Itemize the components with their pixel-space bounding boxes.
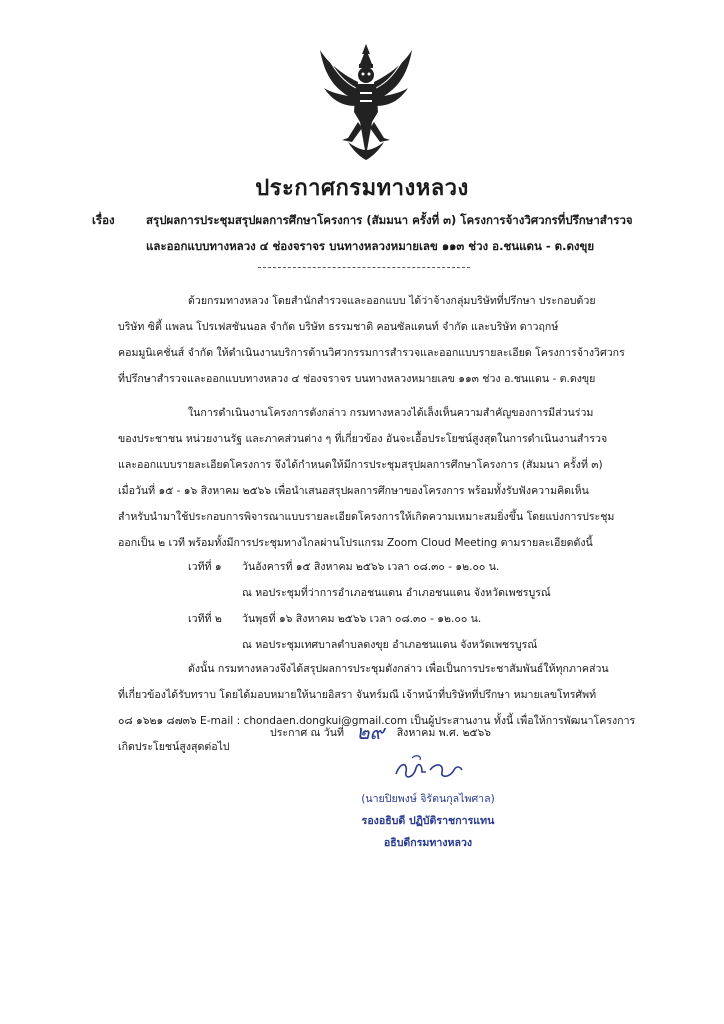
subject-line-2: และออกแบบทางหลวง ๔ ช่องจราจร บนทางหลวงหมายเลข ๑๑๓ ช่วง อ.ชนแดน - ต.ดงขุย <box>146 239 595 253</box>
signer-title-2: อธิบดีกรมทางหลวง <box>383 837 473 849</box>
paragraph-3-line: ๐๘ ๑๖๒๑ ๘๗๓๖ E-mail : chondaen.dongkui@gmail.com เป็นผู้ประสานงาน ทั้งนี้ เพื่อให้การพัฒนาโครงการ <box>118 715 636 727</box>
stage-1-when: วันอังคารที่ ๑๕ สิงหาคม ๒๕๖๖ เวลา ๐๘.๓๐ - ๑๒.๐๐ น. <box>242 561 500 573</box>
announcement-date <box>270 716 491 748</box>
signature-icon <box>392 752 466 786</box>
stage-1-label: เวทีที่ ๑ <box>188 561 222 573</box>
stage-2-label: เวทีที่ ๒ <box>188 613 222 625</box>
handwritten-day: ๒๙ <box>356 720 385 744</box>
stage-2-where: ณ หอประชุมเทศบาลตำบลดงขุย อำเภอชนแดน จังหวัดเพชรบูรณ์ <box>242 639 538 651</box>
paragraph-2-line: ของประชาชน หน่วยงานรัฐ และภาคส่วนต่าง ๆ ที่เกี่ยวข้อง อันจะเอื้อประโยชน์สูงสุดในการดำเนินงานสำรวจ <box>118 433 608 445</box>
announce-prefix: ประกาศ ณ วันที่ <box>270 727 344 739</box>
paragraph-1-line: ที่ปรึกษาสำรวจและออกแบบทางหลวง ๔ ช่องจราจร บนทางหลวงหมายเลข ๑๑๓ ช่วง อ.ชนแดน - ต.ดงขุย <box>118 373 596 385</box>
paragraph-3-line: ที่เกี่ยวข้องได้รับทราบ โดยได้มอบหมายให้นายอิสรา จันทร์มณี เจ้าหน้าที่บริษัทที่ปรึกษา หมายเลขโทรศัพท์ <box>118 689 597 701</box>
subject-label: เรื่อง <box>92 213 115 227</box>
paragraph-1-line: คอมมูนิเคชั่นส์ จำกัด ให้ดำเนินงานบริการด้านวิศวกรรมการสำรวจและออกแบบรายละเอียด โครงการจ้างวิศวกร <box>118 347 625 359</box>
garuda-emblem-icon <box>318 42 414 162</box>
paragraph-2-line: ออกเป็น ๒ เวที พร้อมทั้งมีการประชุมทางไกลผ่านโปรแกรม Zoom Cloud Meeting ตามรายละเอียดดังนี้ <box>118 537 593 549</box>
paragraph-3-line: เกิดประโยชน์สูงสุดต่อไป <box>118 741 230 753</box>
signer-name: (นายปิยพงษ์ จิรัตนกุลไพศาล) <box>361 793 495 805</box>
stage-1-where: ณ หอประชุมที่ว่าการอำเภอชนแดน อำเภอชนแดน จังหวัดเพชรบูรณ์ <box>242 587 551 599</box>
paragraph-2-line: ในการดำเนินงานโครงการดังกล่าว กรมทางหลวงได้เล็งเห็นความสำคัญของการมีส่วนร่วม <box>188 407 594 419</box>
paragraph-2-line: สำหรับนำมาใช้ประกอบการพิจารณาแบบรายละเอียดโครงการให้เกิดความเหมาะสมยิ่งขึ้น โดยแบ่งการประชุม <box>118 511 615 523</box>
paragraph-2-line: เมื่อวันที่ ๑๕ - ๑๖ สิงหาคม ๒๕๖๖ เพื่อนำเสนอสรุปผลการศึกษาของโครงการ พร้อมทั้งรับฟังความคิดเห็น <box>118 485 589 497</box>
announce-suffix: สิงหาคม พ.ศ. ๒๕๖๖ <box>396 727 491 739</box>
paragraph-3-line: ดังนั้น กรมทางหลวงจึงได้สรุปผลการประชุมดังกล่าว เพื่อเป็นการประชาสัมพันธ์ให้ทุกภาคส่วน <box>188 663 609 675</box>
divider <box>258 267 470 268</box>
paragraph-1-line: ด้วยกรมทางหลวง โดยสำนักสำรวจและออกแบบ ได้ว่าจ้างกลุ่มบริษัทที่ปรึกษา ประกอบด้วย <box>188 295 596 307</box>
stage-2-when: วันพุธที่ ๑๖ สิงหาคม ๒๕๖๖ เวลา ๐๘.๓๐ - ๑๒.๐๐ น. <box>242 613 482 625</box>
paragraph-1-line: บริษัท ซิตี้ แพลน โปรเฟสชันนอล จำกัด บริษัท ธรรมชาติ คอนซัลแตนท์ จำกัด และบริษัท ดาวฤกษ์ <box>118 321 559 333</box>
signer-title-1: รองอธิบดี ปฏิบัติราชการแทน <box>361 815 495 827</box>
page-title: ประกาศกรมทางหลวง <box>255 176 469 201</box>
subject-line-1: สรุปผลการประชุมสรุปผลการศึกษาโครงการ (สัมมนา ครั้งที่ ๓) โครงการจ้างวิศวกรที่ปรึกษาสำรวจ <box>146 213 633 227</box>
paragraph-2-line: และออกแบบรายละเอียดโครงการ จึงได้กำหนดให้มีการประชุมสรุปผลการศึกษาโครงการ (สัมมนา ครั้งที่ ๓) <box>118 459 603 471</box>
